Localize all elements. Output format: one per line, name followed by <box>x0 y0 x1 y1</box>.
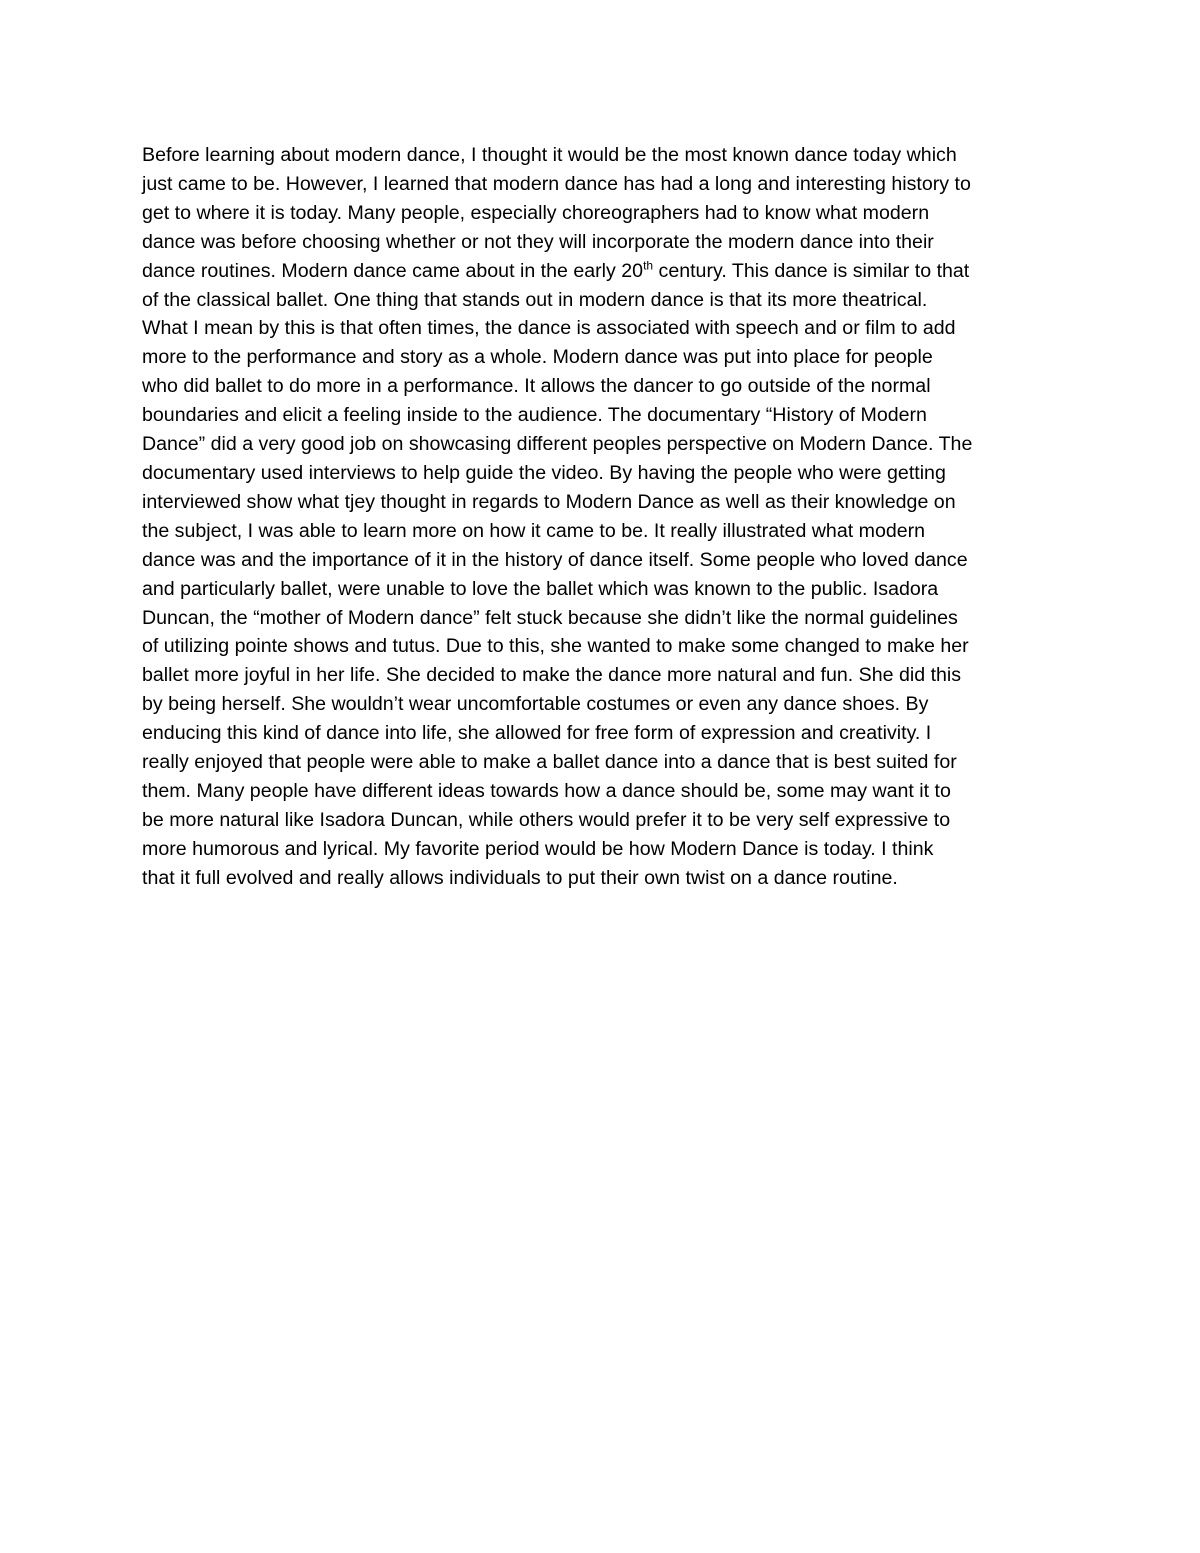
text-line: who did ballet to do more in a performance. It allows the dancer to go outside of the normal <box>142 375 931 398</box>
essay-paragraph <box>142 141 1072 893</box>
superscript-ordinal: th <box>643 258 654 273</box>
text-line: enducing this kind of dance into life, she allowed for free form of expression and creativity. I <box>142 722 932 745</box>
text-line <box>142 257 1072 286</box>
text-line: of utilizing pointe shows and tutus. Due to this, she wanted to make some changed to make her <box>142 635 969 658</box>
text-segment: dance routines. Modern dance came about in the early 20 <box>142 259 644 282</box>
text-line: the subject, I was able to learn more on how it came to be. It really illustrated what modern <box>142 519 926 542</box>
text-segment: century. This dance is similar to that <box>653 259 970 282</box>
text-line: that it full evolved and really allows individuals to put their own twist on a dance routine. <box>142 866 898 889</box>
text-line: Dance” did a very good job on showcasing different peoples perspective on Modern Dance. The <box>142 433 973 456</box>
text-line: really enjoyed that people were able to make a ballet dance into a dance that is best suited for <box>142 751 957 774</box>
text-line: be more natural like Isadora Duncan, while others would prefer it to be very self expressive to <box>142 808 951 831</box>
text-line: dance was before choosing whether or not they will incorporate the modern dance into their <box>142 230 934 253</box>
text-line: just came to be. However, I learned that modern dance has had a long and interesting history to <box>142 172 971 195</box>
text-line: documentary used interviews to help guide the video. By having the people who were getting <box>142 461 946 484</box>
text-line: get to where it is today. Many people, especially choreographers had to know what modern <box>142 201 930 224</box>
text-line: Before learning about modern dance, I thought it would be the most known dance today which <box>142 144 957 166</box>
text-line: dance was and the importance of it in the history of dance itself. Some people who loved dance <box>142 548 968 571</box>
text-line: of the classical ballet. One thing that stands out in modern dance is that its more theatrical. <box>142 288 928 311</box>
text-line: Duncan, the “mother of Modern dance” felt stuck because she didn’t like the normal guidelines <box>142 606 958 629</box>
text-line: more to the performance and story as a whole. Modern dance was put into place for people <box>142 346 933 369</box>
text-line: ballet more joyful in her life. She decided to make the dance more natural and fun. She did this <box>142 664 962 687</box>
text-line: What I mean by this is that often times, the dance is associated with speech and or film to add <box>142 317 956 340</box>
text-line: and particularly ballet, were unable to love the ballet which was known to the public. Isadora <box>142 577 939 600</box>
text-line: by being herself. She wouldn’t wear uncomfortable costumes or even any dance shoes. By <box>142 693 929 716</box>
text-line: boundaries and elicit a feeling inside to the audience. The documentary “History of Modern <box>142 404 927 427</box>
text-line: them. Many people have different ideas towards how a dance should be, some may want it to <box>142 779 951 802</box>
text-line: interviewed show what tjey thought in regards to Modern Dance as well as their knowledge on <box>142 490 956 513</box>
text-line: more humorous and lyrical. My favorite period would be how Modern Dance is today. I think <box>142 837 934 860</box>
